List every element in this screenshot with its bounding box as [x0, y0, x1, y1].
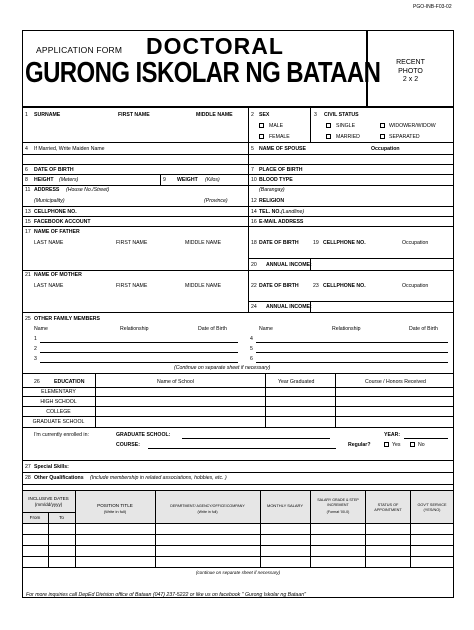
mother-income-label: ANNUAL INCOME:	[266, 304, 312, 310]
field-number: 10	[251, 177, 257, 183]
municipality-hint: (Municipality)	[34, 198, 65, 204]
field-number: 18	[251, 240, 257, 246]
level-high-school: HIGH SCHOOL	[40, 399, 77, 405]
rule	[310, 107, 311, 142]
family-row-6[interactable]	[256, 362, 448, 363]
single-label: SINGLE	[336, 123, 356, 129]
rule	[22, 427, 454, 428]
rule	[335, 373, 336, 427]
address-hint: (House No./Street)	[66, 187, 110, 193]
photo-box[interactable]	[367, 30, 454, 107]
field-number: 12	[251, 198, 257, 204]
field-number: 28	[25, 475, 31, 481]
family-dob-header: Date of Birth	[198, 326, 227, 332]
field-number: 15	[25, 219, 31, 225]
rule	[410, 490, 411, 567]
family-row-1[interactable]	[40, 342, 238, 343]
education-title: EDUCATION	[54, 379, 85, 385]
rule	[22, 460, 454, 461]
rule	[22, 484, 454, 485]
family-title: OTHER FAMILY MEMBERS	[34, 316, 101, 322]
rule	[22, 226, 454, 227]
father-dob-label: DATE OF BIRTH	[259, 240, 299, 246]
father-occupation-label: Occupation	[402, 240, 429, 246]
course-header: Course / Honors Received	[365, 379, 426, 385]
family-row-4[interactable]	[256, 342, 448, 343]
year-header: Year Graduated	[278, 379, 315, 385]
female-label: FEMALE	[269, 134, 290, 140]
rule	[248, 107, 249, 312]
cellphone-label: CELLPHONE NO.	[34, 209, 77, 215]
blood-type-label: BLOOD TYPE	[259, 177, 293, 183]
field-number: 23	[313, 283, 319, 289]
mother-dob-label: DATE OF BIRTH	[259, 283, 299, 289]
family-row-5[interactable]	[256, 352, 448, 353]
rule	[265, 373, 266, 427]
mother-middle-name-label: MIDDLE NAME	[185, 283, 222, 289]
family-row-3[interactable]	[40, 362, 238, 363]
widower-checkbox[interactable]	[380, 123, 385, 128]
field-number: 3	[314, 112, 317, 118]
salary-header: MONTHLY SALARY	[266, 503, 303, 508]
widower-label: WIDOWER/WIDOW	[389, 123, 436, 129]
sex-label: SEX	[259, 112, 270, 118]
field-number: 13	[25, 209, 31, 215]
spouse-label: NAME OF SPOUSE	[259, 146, 306, 152]
father-cell-label: CELLPHONE NO.	[323, 240, 366, 246]
regular-label: Regular?	[348, 442, 371, 448]
rule	[22, 396, 454, 397]
rule	[22, 142, 454, 143]
rule	[22, 387, 454, 388]
date-format-hint: (mm/dd/yyyy)	[34, 502, 63, 507]
skills-label: Special Skills:	[34, 464, 69, 470]
family-row-number: 6	[250, 356, 253, 362]
tel-label: TEL. NO.	[259, 209, 281, 215]
field-number: 6	[25, 167, 28, 173]
field-number: 27	[25, 464, 31, 470]
grade-hint: (Format '00-0)	[326, 510, 350, 514]
civil-status-label: CIVIL STATUS	[324, 112, 359, 118]
rule	[22, 270, 454, 271]
pob-label: PLACE OF BIRTH	[259, 167, 303, 173]
field-number: 5	[251, 146, 254, 152]
grad-school-input[interactable]	[182, 438, 330, 439]
rule	[367, 30, 368, 107]
rule	[22, 490, 454, 491]
application-form-label: APPLICATION FORM	[36, 45, 123, 55]
rule	[365, 490, 366, 567]
mother-first-name-label: FIRST NAME	[116, 283, 148, 289]
year-label: YEAR:	[384, 432, 401, 438]
family-row-2[interactable]	[40, 352, 238, 353]
rule	[155, 490, 156, 567]
qualifications-label: Other Qualifications	[34, 475, 84, 481]
father-middle-name-label: MIDDLE NAME	[185, 240, 222, 246]
single-checkbox[interactable]	[326, 123, 331, 128]
surname-label: SURNAME	[34, 112, 61, 118]
family-relationship-header-right: Relationship	[332, 326, 361, 332]
field-number: 9	[163, 177, 166, 183]
grade-header: SALARY GRADE & STEP INCREMENT	[317, 498, 359, 507]
family-dob-header-right: Date of Birth	[409, 326, 438, 332]
field-number: 16	[251, 219, 257, 225]
spouse-occupation-label: Occupation	[371, 146, 400, 152]
employment-continue-note: (continue on separate sheet if necessary)	[195, 570, 281, 575]
field-number: 20	[251, 262, 257, 268]
field-number: 2	[251, 112, 254, 118]
field-number: 11	[25, 187, 31, 193]
rule	[22, 185, 454, 186]
school-header: Name of School	[157, 379, 194, 385]
field-number: 22	[251, 283, 257, 289]
religion-label: RELIGION	[259, 198, 285, 204]
address-label: ADDRESS	[34, 187, 60, 193]
photo-line-2: PHOTO	[398, 67, 423, 75]
family-relationship-header: Relationship	[120, 326, 149, 332]
qualifications-hint: (Include membership in related associations, hobbies, etc. )	[90, 475, 227, 481]
position-header: POSITION TITLE	[97, 503, 133, 508]
field-number: 17	[25, 229, 31, 235]
mother-last-name-label: LAST NAME	[34, 283, 64, 289]
family-row-number: 2	[34, 346, 37, 352]
rule	[248, 301, 454, 302]
tel-hint: (Landline)	[281, 209, 305, 215]
rule	[22, 523, 454, 524]
rule	[260, 490, 261, 567]
regular-no-label: No	[418, 442, 425, 448]
family-continue-note: (Continue on separate sheet if necessary)	[174, 365, 271, 371]
form-subtitle: GURONG ISKOLAR NG BATAAN	[25, 57, 381, 89]
photo-line-3: 2 x 2	[402, 76, 419, 83]
rule	[160, 174, 161, 185]
rule	[22, 556, 454, 557]
footer-note: For more inquiries call DepEd Division office of Bataan (047) 237-5222 or like us on facebook " Gurong Iskolar ng Bataan"	[26, 592, 306, 598]
field-number: 7	[251, 167, 254, 173]
rule	[22, 416, 454, 417]
father-income-label: ANNUAL INCOME:	[266, 262, 312, 268]
field-number: 14	[251, 209, 257, 215]
rule	[22, 312, 454, 313]
mother-cell-label: CELLPHONE NO.	[323, 283, 366, 289]
course-input[interactable]	[148, 448, 336, 449]
field-number: 24	[251, 304, 257, 310]
height-unit: (Meters)	[59, 177, 79, 183]
mother-label: NAME OF MOTHER	[34, 272, 82, 278]
form-title: DOCTORAL	[146, 33, 284, 59]
field-number: 1	[25, 112, 28, 118]
rule	[22, 373, 454, 374]
regular-yes-checkbox[interactable]	[384, 442, 389, 447]
rule	[22, 206, 454, 207]
rule	[22, 164, 454, 165]
position-hint: (Write in full)	[103, 509, 127, 514]
field-number: 21	[25, 272, 31, 278]
barangay-hint: (Barangay)	[259, 187, 285, 193]
father-last-name-label: LAST NAME	[34, 240, 64, 246]
family-row-number: 3	[34, 356, 37, 362]
rule	[248, 258, 454, 259]
male-label: MALE	[269, 123, 284, 129]
rule	[22, 545, 454, 546]
rule	[22, 174, 454, 175]
field-number: 4	[25, 146, 28, 152]
enrolled-label: I'm currently enrolled in:	[34, 432, 89, 438]
first-name-label: FIRST NAME	[118, 112, 150, 118]
family-name-header: Name	[34, 326, 48, 332]
family-row-number: 5	[250, 346, 253, 352]
female-checkbox[interactable]	[259, 134, 264, 139]
inclusive-dates-header: INCLUSIVE DATES	[28, 496, 69, 501]
field-number: 25	[25, 316, 31, 322]
facebook-label: FACEBOOK ACCOUNT	[34, 219, 91, 225]
status-header: STATUS OF APPOINTMENT	[374, 503, 402, 512]
male-checkbox[interactable]	[259, 123, 264, 128]
dob-label: DATE OF BIRTH	[34, 167, 74, 173]
grad-school-label: GRADUATE SCHOOL:	[116, 432, 171, 438]
married-checkbox[interactable]	[326, 134, 331, 139]
rule	[22, 406, 454, 407]
middle-name-label: MIDDLE NAME	[196, 112, 233, 118]
weight-label: WEIGHT	[177, 177, 198, 183]
rule	[22, 567, 454, 568]
separated-checkbox[interactable]	[380, 134, 385, 139]
father-label: NAME OF FATHER	[34, 229, 80, 235]
dept-header: DEPARTMENT/ AGENCY/OFFICE/COMPANY	[170, 504, 245, 508]
govt-header: GOV'T SERVICE (YES/NO)	[417, 503, 447, 512]
year-input[interactable]	[404, 438, 448, 439]
rule	[75, 490, 76, 567]
course-label: COURSE:	[116, 442, 140, 448]
province-hint: (Province)	[204, 198, 228, 204]
mother-occupation-label: Occupation	[402, 283, 429, 289]
weight-unit: (Kilos)	[205, 177, 220, 183]
dept-hint: (Write in full)	[197, 510, 218, 514]
field-number: 26	[34, 379, 40, 385]
father-first-name-label: FIRST NAME	[116, 240, 148, 246]
form-code: PGO-INB-F03-02	[413, 4, 452, 10]
rule	[22, 216, 454, 217]
rule	[22, 107, 454, 108]
family-name-header-right: Name	[259, 326, 273, 332]
field-number: 8	[25, 177, 28, 183]
separated-label: SEPARATED	[389, 134, 420, 140]
maiden-name-label: If Married, Write Maiden Name	[34, 146, 105, 152]
email-label: E-MAIL ADDRESS	[259, 219, 304, 225]
level-elementary: ELEMENTARY	[41, 389, 76, 395]
rule	[95, 373, 96, 427]
level-graduate-school: GRADUATE SCHOOL	[32, 419, 85, 425]
family-row-number: 4	[250, 336, 253, 342]
regular-no-checkbox[interactable]	[410, 442, 415, 447]
name-field[interactable]	[30, 120, 244, 138]
regular-yes-label: Yes	[392, 442, 401, 448]
height-label: HEIGHT	[34, 177, 54, 183]
family-row-number: 1	[34, 336, 37, 342]
rule	[22, 154, 454, 155]
rule	[22, 534, 454, 535]
level-college: COLLEGE	[46, 409, 71, 415]
rule	[22, 472, 454, 473]
from-header: From	[29, 515, 41, 520]
to-header: To	[59, 515, 64, 520]
field-number: 19	[313, 240, 319, 246]
photo-line-1: RECENT	[396, 59, 425, 66]
married-label: MARRIED	[336, 134, 360, 140]
